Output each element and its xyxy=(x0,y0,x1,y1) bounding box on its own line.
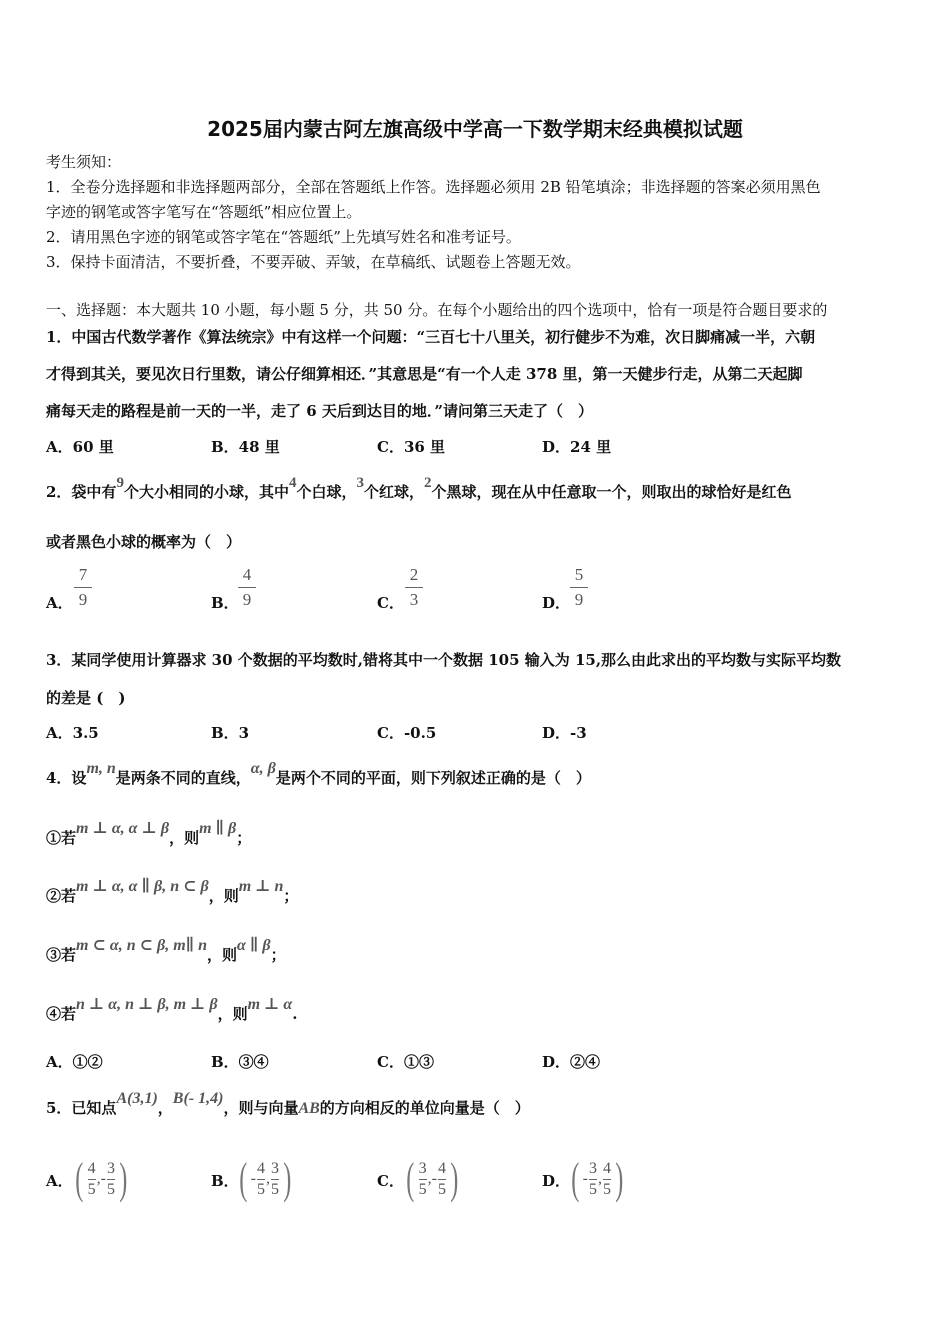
q2-option-d-fraction: 5 9 xyxy=(569,564,589,611)
q1-option-c[interactable]: C．36 里 xyxy=(377,438,446,456)
q1-option-a[interactable]: A．60 里 xyxy=(46,438,114,456)
q5-option-a-vector: ( 4 5 ,- 3 5 ) xyxy=(75,1154,128,1203)
q2-option-a[interactable]: A． xyxy=(46,594,73,612)
q1-option-d[interactable]: D．24 里 xyxy=(542,438,612,456)
q3-line-2: 的差是 ( ) xyxy=(46,689,126,707)
q4-text-3: 是两个不同的平面，则下列叙述正确的是（ ） xyxy=(275,769,591,787)
notice-item-1b: 字迹的钢笔或答字笔写在“答题纸”相应位置上。 xyxy=(46,203,362,221)
q3-option-c[interactable]: C．-0.5 xyxy=(377,724,437,742)
q2-option-c-fraction: 2 3 xyxy=(404,564,424,611)
q2-option-d[interactable]: D． xyxy=(542,594,571,612)
q5-option-a[interactable]: A． xyxy=(46,1172,73,1190)
q2-text-3: 个白球， xyxy=(296,483,357,501)
q5-line-1 xyxy=(46,1090,530,1119)
q5-point-b: B(- 1,4) xyxy=(172,1090,224,1107)
q5-option-b-vector: ( - 4 5 , 3 5 ) xyxy=(239,1154,292,1203)
q4-statement-2: ②若m ⊥ α, α ∥ β, n ⊂ β，则m ⊥ n； xyxy=(46,878,299,905)
q5-vector-ab: AB xyxy=(298,1100,320,1117)
q5-text-2: ， xyxy=(157,1099,173,1117)
q4-math-alpha-beta: α, β xyxy=(250,760,276,777)
q4-text-2: 是两条不同的直线， xyxy=(115,769,251,787)
q2-text-5: 个黑球，现在从中任意取一个，则取出的球恰好是红色 xyxy=(431,483,792,501)
q3-option-a[interactable]: A．3.5 xyxy=(46,724,99,742)
q5-text-1: 5．已知点 xyxy=(46,1099,117,1117)
q2-num-9: 9 xyxy=(116,475,124,491)
q4-text-1: 4．设 xyxy=(46,769,87,787)
q2-option-b-fraction: 4 9 xyxy=(237,564,257,611)
q2-text-4: 个红球， xyxy=(363,483,424,501)
q2-line-2: 或者黑色小球的概率为（ ） xyxy=(46,533,242,551)
notice-item-1a: 1．全卷分选择题和非选择题两部分，全部在答题纸上作答。选择题必须用 2B 铅笔填涂；非选择题的答案必须用黑色 xyxy=(46,178,821,196)
q3-option-d[interactable]: D．-3 xyxy=(542,724,587,742)
q5-option-d-vector: ( - 3 5 , 4 5 ) xyxy=(571,1154,624,1203)
notice-item-3: 3．保持卡面清洁，不要折叠，不要弄破、弄皱，在草稿纸、试题卷上答题无效。 xyxy=(46,253,581,271)
q4-option-d[interactable]: D．②④ xyxy=(542,1053,601,1071)
q2-text-2: 个大小相同的小球，其中 xyxy=(123,483,289,501)
q3-option-b[interactable]: B．3 xyxy=(211,724,250,742)
q2-option-b[interactable]: B． xyxy=(211,594,239,612)
q2-option-a-fraction: 7 9 xyxy=(73,564,93,611)
q4-statement-1: ①若m ⊥ α, α ⊥ β，则m ∥ β； xyxy=(46,820,252,847)
q4-option-a[interactable]: A．①② xyxy=(46,1053,103,1071)
q1-line-2: 才得到其关，要见次日行里数，请公仔细算相还．”其意思是“有一个人走 378 里，第一天健步行走，从第二天起脚 xyxy=(46,365,803,383)
section-heading: 一、选择题：本大题共 10 小题，每小题 5 分，共 50 分。在每个小题给出的四个选项中，恰有一项是符合题目要求的 xyxy=(46,301,828,319)
q5-option-c[interactable]: C． xyxy=(377,1172,404,1190)
q2-num-2: 2 xyxy=(423,475,432,491)
q4-statement-3: ③若m ⊂ α, n ⊂ β, m∥ n，则α ∥ β； xyxy=(46,937,286,964)
q4-option-b[interactable]: B．③④ xyxy=(211,1053,269,1071)
q2-num-4: 4 xyxy=(288,475,297,491)
q2-line-1 xyxy=(46,475,792,503)
q1-line-1: 1．中国古代数学著作《算法统宗》中有这样一个问题：“三百七十八里关，初行健步不为难，次日脚痛减一半，六朝 xyxy=(46,328,816,346)
notice-item-2: 2．请用黑色字迹的钢笔或答字笔在“答题纸”上先填写姓名和准考证号。 xyxy=(46,228,521,246)
q4-line-1 xyxy=(46,760,591,789)
notice-heading: 考生须知： xyxy=(46,153,122,171)
q2-num-3: 3 xyxy=(356,475,364,491)
q4-option-c[interactable]: C．①③ xyxy=(377,1053,434,1071)
q5-option-b[interactable]: B． xyxy=(211,1172,239,1190)
q5-text-3: ，则与向量 xyxy=(223,1099,299,1117)
q4-statement-4: ④若n ⊥ α, n ⊥ β, m ⊥ β，则m ⊥ α. xyxy=(46,996,298,1023)
q2-text-1: 2．袋中有 xyxy=(46,483,117,501)
q1-option-b[interactable]: B．48 里 xyxy=(211,438,280,456)
q4-math-mn: m, n xyxy=(86,760,116,777)
q1-line-3: 痛每天走的路程是前一天的一半，走了 6 天后到达目的地．”请问第三天走了（ ） xyxy=(46,402,594,420)
q5-text-4: 的方向相反的单位向量是（ ） xyxy=(319,1099,530,1117)
q5-option-d[interactable]: D． xyxy=(542,1172,571,1190)
q2-option-c[interactable]: C． xyxy=(377,594,404,612)
q3-line-1: 3．某同学使用计算器求 30 个数据的平均数时,错将其中一个数据 105 输入为 15,那么由此求出的平均数与实际平均数 xyxy=(46,651,842,669)
q5-option-c-vector: ( 3 5 ,- 4 5 ) xyxy=(406,1154,459,1203)
q5-point-a: A(3,1) xyxy=(116,1090,158,1107)
page-title: 2025届内蒙古阿左旗高级中学高一下数学期末经典模拟试题 xyxy=(207,117,743,141)
